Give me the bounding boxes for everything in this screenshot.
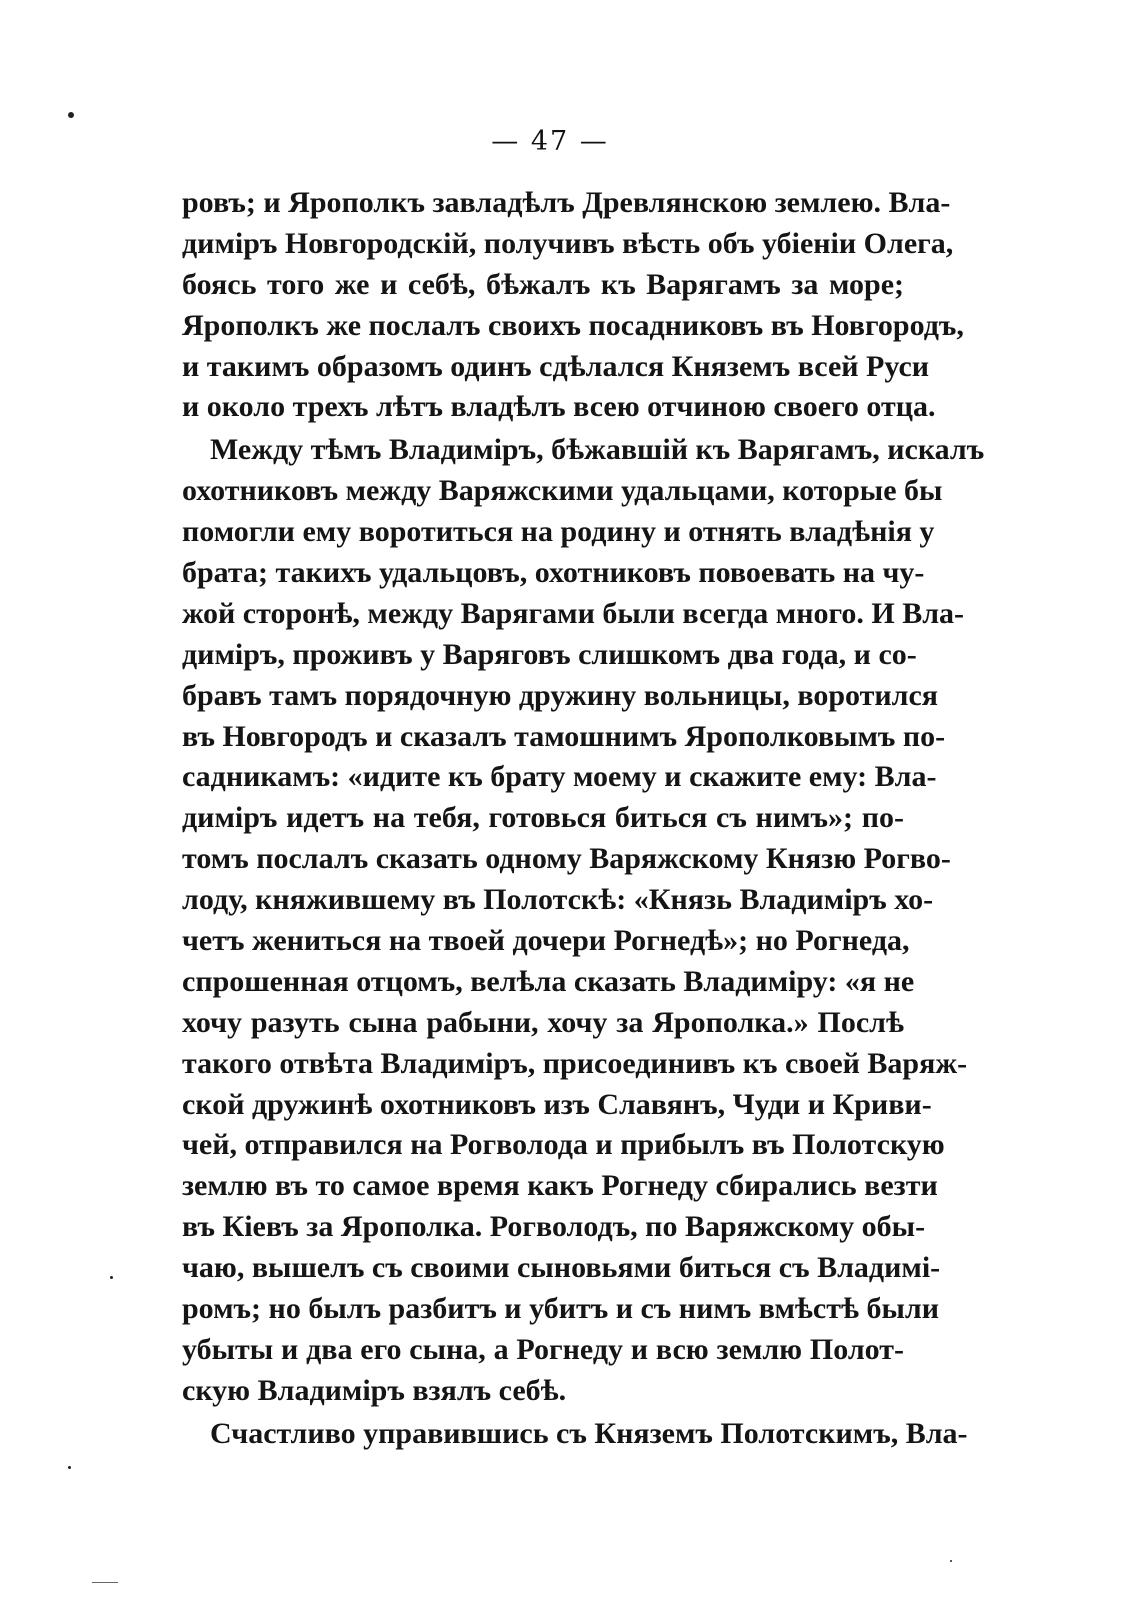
text-line: землю въ то самое время какъ Рогнеду сбирались везти	[182, 1169, 938, 1203]
body-text	[182, 183, 985, 1455]
text-line: Ярополкъ же послалъ своихъ посадниковъ въ Новгородъ,	[182, 308, 964, 342]
text-line: садникамъ: «идите къ брату моему и скажите ему: Вла-	[182, 760, 937, 794]
text-line: чей, отправился на Рогволода и прибылъ въ Полотскую	[182, 1128, 945, 1162]
text-line: ромъ; но былъ разбитъ и убитъ и съ нимъ вмѣстѣ были	[182, 1292, 940, 1326]
text-line: томъ послалъ сказать одному Варяжскому Князю Рогво-	[182, 842, 951, 876]
text-line: хочу разуть сына рабыни, хочу за Ярополка.» Послѣ	[182, 1005, 904, 1039]
text-line: боясь того же и себѣ, бѣжалъ къ Варягамъ за море;	[182, 267, 904, 301]
page-number: — 47 —	[491, 126, 609, 157]
text-line: Счастливо управившись съ Княземъ Полотскимъ, Вла-	[210, 1416, 968, 1450]
text-line: такого отвѣта Владиміръ, присоединивъ къ своей Варяж-	[182, 1046, 968, 1080]
text-line: спрошенная отцомъ, велѣла сказать Владиміру: «я не	[182, 964, 915, 998]
text-line: жой сторонѣ, между Варягами были всегда много. И Вла-	[182, 596, 965, 630]
text-line: четъ жениться на твоей дочери Рогнедѣ»; но Рогнеда,	[182, 924, 910, 958]
print-speck	[110, 1276, 113, 1279]
text-line: диміръ, проживъ у Варяговъ слишкомъ два года, и со-	[182, 637, 917, 671]
text-line: лоду, княжившему въ Полотскѣ: «Князь Владиміръ хо-	[182, 883, 934, 917]
text-line: бравъ тамъ порядочную дружину вольницы, воротился	[182, 678, 939, 712]
paragraph-1	[182, 183, 964, 428]
paragraph-3	[182, 1414, 968, 1455]
text-line: въ Новгородъ и сказалъ тамошнимъ Ярополковымъ по-	[182, 719, 946, 753]
print-speck	[68, 1466, 71, 1469]
text-line: ровъ; и Ярополкъ завладѣлъ Древлянскою землею. Вла-	[182, 186, 951, 219]
print-speck	[950, 1560, 952, 1562]
paragraph-2	[182, 430, 985, 1411]
text-line: охотниковъ между Варяжскими удальцами, которые бы	[182, 474, 943, 508]
text-line: диміръ Новгородскій, получивъ вѣсть объ убіеніи Олега,	[182, 226, 954, 260]
text-line: убыты и два его сына, а Рогнеду и всю землю Полот-	[182, 1332, 904, 1366]
bottom-rule	[92, 1582, 118, 1583]
text-line: чаю, вышелъ съ своими сыновьями биться съ Владимі-	[182, 1251, 941, 1285]
text-line: и около трехъ лѣтъ владѣлъ всею отчиною своего отца.	[182, 390, 936, 424]
text-line: брата; такихъ удальцовъ, охотниковъ повоевать на чу-	[182, 556, 925, 590]
text-line: скую Владиміръ взялъ себѣ.	[182, 1373, 567, 1407]
text-line: помогли ему воротиться на родину и отнять владѣнія у	[182, 515, 935, 549]
text-line: ской дружинѣ охотниковъ изъ Славянъ, Чуди и Криви-	[182, 1087, 932, 1121]
print-speck	[68, 112, 74, 118]
text-line: въ Кіевъ за Ярополка. Рогволодъ, по Варяжскому обы-	[182, 1210, 926, 1244]
text-line: диміръ идетъ на тебя, готовься биться съ нимъ»; по-	[182, 801, 904, 835]
text-line: Между тѣмъ Владиміръ, бѣжавшій къ Варягамъ, искалъ	[210, 433, 985, 467]
text-line: и такимъ образомъ одинъ сдѣлался Княземъ всей Руси	[182, 349, 930, 383]
